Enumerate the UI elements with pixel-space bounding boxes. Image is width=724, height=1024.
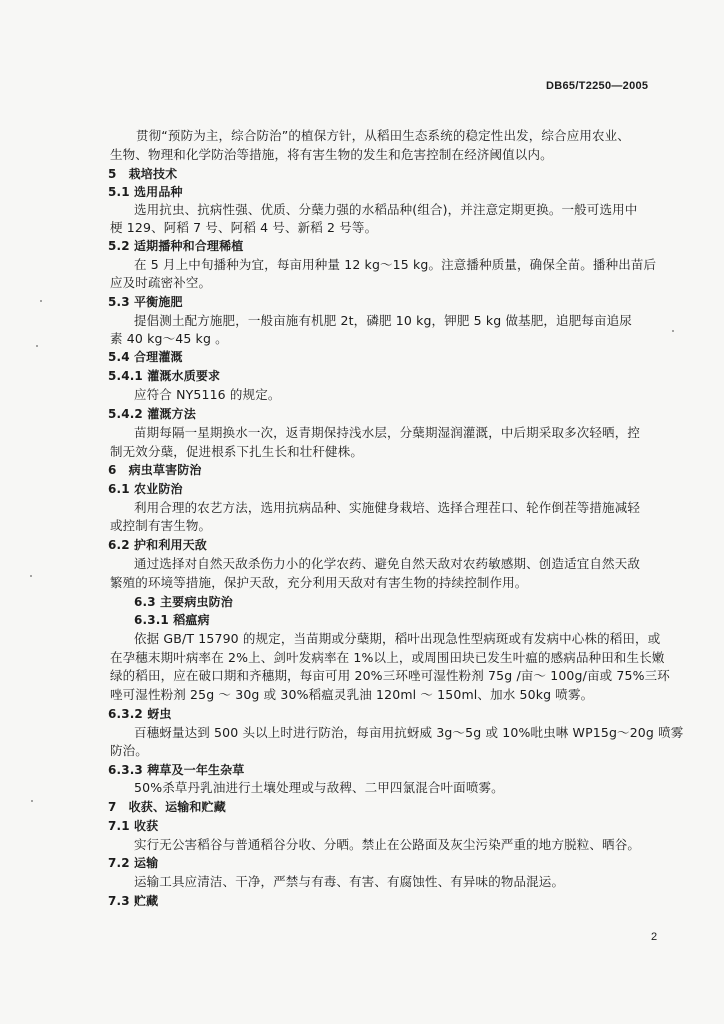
paragraph-line: 依据 GB/T 15790 的规定，当苗期或分蘖期，稻叶出现急性型病斑或有发病中心株的稻田，或 <box>134 631 661 646</box>
section-heading: 5 栽培技术 <box>108 167 178 181</box>
paragraph-line: 百穗蚜量达到 500 头以上时进行防治，每亩用抗蚜威 3g～5g 或 10%吡虫啉 WP15g～20g 喷雾 <box>134 725 684 740</box>
paragraph-line: 选用抗虫、抗病性强、优质、分蘖力强的水稻品种(组合)，并注意定期更换。一般可选用中 <box>134 202 638 217</box>
paragraph-line: 繁殖的环境等措施，保护天敌，充分利用天敌对有害生物的持续控制作用。 <box>110 575 528 590</box>
section-heading: 5.4 合理灌溉 <box>108 350 183 364</box>
scan-speck <box>40 300 42 302</box>
paragraph-line: 防治。 <box>110 743 148 758</box>
paragraph-line: 利用合理的农艺方法，选用抗病品种、实施健身栽培、选择合理茬口、轮作倒茬等措施减轻 <box>134 500 641 515</box>
paragraph-line: 绿的稻田，应在破口期和齐穗期，每亩可用 20%三环唑可湿性粉剂 75g /亩～ 100g/亩或 75%三环 <box>110 668 670 683</box>
section-heading: 7 收获、运输和贮藏 <box>108 800 226 814</box>
section-heading: 5.2 适期播种和合理稀植 <box>108 239 244 253</box>
paragraph-line: 实行无公害稻谷与普通稻谷分收、分晒。禁止在公路面及灰尘污染严重的地方脱粒、晒谷。 <box>134 837 641 852</box>
standard-number: DB65/T2250—2005 <box>546 80 649 92</box>
section-heading: 5.4.2 灌溉方法 <box>108 407 196 421</box>
page-number: 2 <box>651 931 658 943</box>
paragraph-line: 在孕穗末期叶病率在 2%上、剑叶发病率在 1%以上，或周围田块已发生叶瘟的感病品种田和生长嫩 <box>110 650 665 665</box>
section-heading: 6.1 农业防治 <box>108 482 183 496</box>
section-heading: 6.3 主要病虫防治 <box>134 595 233 609</box>
paragraph-line: 梗 129、阿稻 7 号、阿稻 4 号、新稻 2 号等。 <box>110 220 378 235</box>
paragraph-line: 提倡测土配方施肥，一般亩施有机肥 2t，磷肥 10 kg，钾肥 5 kg 做基肥，追肥每亩追尿 <box>134 313 632 328</box>
paragraph-line: 唑可湿性粉剂 25g ～ 30g 或 30%稻瘟灵乳油 120ml ～ 150ml、加水 50kg 喷雾。 <box>110 687 594 702</box>
paragraph-line: 在 5 月上中旬播种为宜，每亩用种量 12 kg～15 kg。注意播种质量，确保全苗。播种出苗后 <box>134 257 657 272</box>
scan-speck <box>30 575 32 577</box>
section-heading: 5.1 选用品种 <box>108 185 183 199</box>
paragraph-line: 应及时疏密补空。 <box>110 275 212 290</box>
paragraph-line: 贯彻“预防为主，综合防治”的植保方针，从稻田生态系统的稳定性出发，综合应用农业、 <box>136 128 630 143</box>
paragraph-line: 制无效分蘖，促进根系下扎生长和壮秆健株。 <box>110 444 364 459</box>
paragraph-line: 50%杀草丹乳油进行土壤处理或与敌稗、二甲四氯混合叶面喷雾。 <box>134 780 504 795</box>
scan-speck <box>36 345 38 347</box>
section-heading: 6.3.1 稻瘟病 <box>134 613 210 627</box>
section-heading: 7.3 贮藏 <box>108 894 159 908</box>
section-heading: 6.3.2 蚜虫 <box>108 707 172 721</box>
paragraph-line: 运输工具应清洁、干净，严禁与有毒、有害、有腐蚀性、有异味的物品混运。 <box>134 874 565 889</box>
paragraph-line: 苗期每隔一星期换水一次，返青期保持浅水层，分蘖期湿润灌溉，中后期采取多次轻晒，控 <box>134 425 641 440</box>
section-heading: 5.4.1 灌溉水质要求 <box>108 369 221 383</box>
section-heading: 7.1 收获 <box>108 819 159 833</box>
section-heading: 6.3.3 稗草及一年生杂草 <box>108 763 245 777</box>
paragraph-line: 素 40 kg～45 kg 。 <box>110 331 228 346</box>
paragraph-line: 应符合 NY5116 的规定。 <box>134 387 281 402</box>
paragraph-line: 或控制有害生物。 <box>110 518 212 533</box>
section-heading: 6 病虫草害防治 <box>108 463 202 477</box>
section-heading: 5.3 平衡施肥 <box>108 295 183 309</box>
scan-speck <box>31 800 33 802</box>
scan-speck <box>672 330 674 332</box>
paragraph-line: 通过选择对自然天敌杀伤力小的化学农药、避免自然天敌对农药敏感期、创造适宜自然天敌 <box>134 556 641 571</box>
section-heading: 6.2 护和利用天敌 <box>108 538 207 552</box>
section-heading: 7.2 运输 <box>108 856 159 870</box>
paragraph-line: 生物、物理和化学防治等措施，将有害生物的发生和危害控制在经济阈值以内。 <box>110 147 553 162</box>
